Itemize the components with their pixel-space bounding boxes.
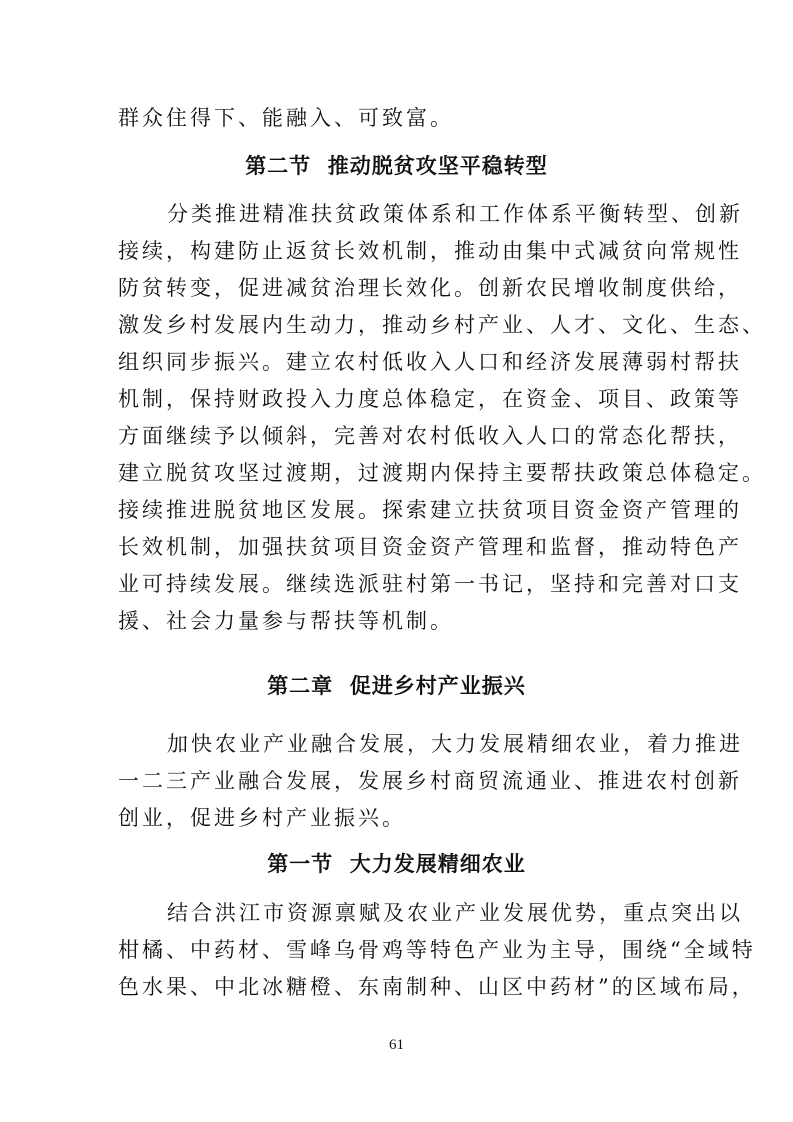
- body-text-line: 结合洪江市资源禀赋及农业产业发展优势，重点突出以: [167, 901, 743, 925]
- body-text-line: 群众住得下、能融入、可致富。: [118, 106, 454, 130]
- body-text-line: 接续，构建防止返贫长效机制，推动由集中式减贫向常规性: [118, 239, 742, 263]
- body-text-line: 建立脱贫攻坚过渡期，过渡期内保持主要帮扶政策总体稳定。: [118, 461, 766, 485]
- body-text-line: 加快农业产业融合发展，大力发展精细农业，着力推进: [167, 732, 743, 756]
- body-text-line: 援、社会力量参与帮扶等机制。: [118, 609, 454, 633]
- body-text-line: 色水果、中北冰糖橙、东南制种、山区中药材”的区域布局，: [118, 975, 756, 999]
- section-heading: 第一节 大力发展精细农业: [267, 852, 526, 876]
- body-text-line: 长效机制，加强扶贫项目资金资产管理和监督，推动特色产: [118, 535, 742, 559]
- page-number: 61: [389, 1037, 404, 1053]
- body-text-line: 柑橘、中药材、雪峰乌骨鸡等特色产业为主导，围绕“全域特: [118, 938, 756, 962]
- body-text-line: 方面继续予以倾斜，完善对农村低收入人口的常态化帮扶，: [118, 424, 742, 448]
- body-text-line: 创业，促进乡村产业振兴。: [118, 806, 406, 830]
- chapter-heading: 第二章 促进乡村产业振兴: [267, 674, 526, 698]
- body-text-line: 机制，保持财政投入力度总体稳定，在资金、项目、政策等: [118, 387, 742, 411]
- body-text-line: 一二三产业融合发展，发展乡村商贸流通业、推进农村创新: [118, 769, 742, 793]
- body-text-line: 业可持续发展。继续选派驻村第一书记，坚持和完善对口支: [118, 572, 742, 596]
- body-text-line: 分类推进精准扶贫政策体系和工作体系平衡转型、创新: [167, 202, 743, 226]
- body-text-line: 防贫转变，促进减贫治理长效化。创新农民增收制度供给，: [118, 276, 742, 300]
- body-text-line: 组织同步振兴。建立农村低收入人口和经济发展薄弱村帮扶: [118, 350, 742, 374]
- body-text-line: 接续推进脱贫地区发展。探索建立扶贫项目资金资产管理的: [118, 498, 742, 522]
- section-heading: 第二节 推动脱贫攻坚平稳转型: [245, 154, 548, 178]
- body-text-line: 激发乡村发展内生动力，推动乡村产业、人才、文化、生态、: [118, 313, 766, 337]
